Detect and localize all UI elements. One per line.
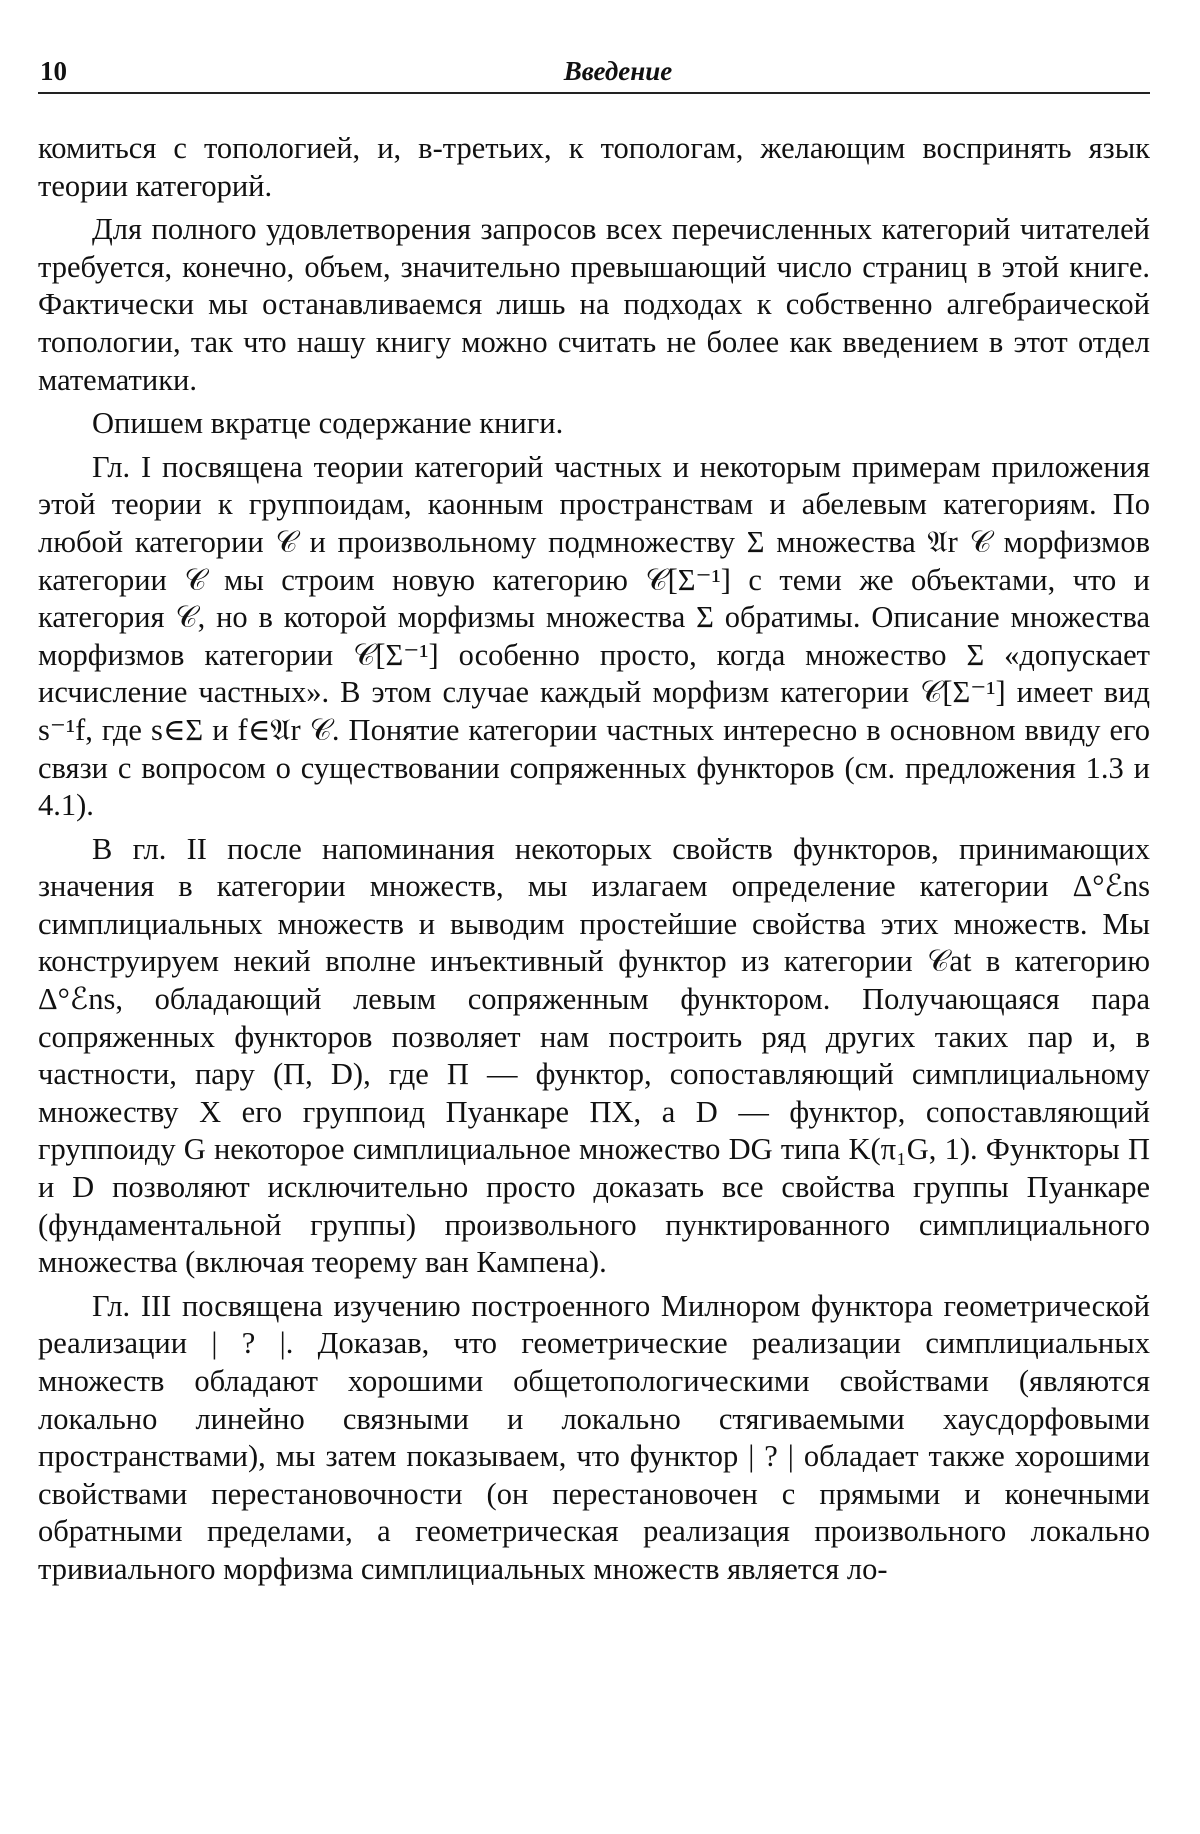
paragraph: Гл. III посвящена изучению построенного Милнором функтора геометрической реализации | ? |. Доказав, что геометрические реализации симплициальных множеств обладают хорошими общетопологическими свойствами (являются локально линейно связными и локально стягиваемыми хаусдорфовыми пространствами), мы затем показываем, что функтор | ? | обладает также хорошими свойствами перестановочности (он перестановочен с прямыми и конечными обратными пределами, а геометрическая реализация произвольного локально тривиального морфизма симплициальных множеств является ло- bbox=[38, 1288, 1150, 1586]
page-number: 10 bbox=[40, 56, 67, 86]
paragraph: В гл. II после напоминания некоторых свойств функторов, принимающих значения в категории множеств, мы излагаем определение категории Δ°ℰns симплициальных множеств и выводим простейшие свойства этих множеств. Мы конструируем некий вполне инъективный функтор из категории 𝒞at в категорию Δ°ℰns, обладающий левым сопряженным функтором. Получающаяся пара сопряженных функторов позволяет нам построить ряд других таких пар и, в частности, пару (Π, D), где Π — функтор, сопоставляющий симплициальному множеству X его группоид Пуанкаре ΠX, а D — функтор, сопоставляющий группоиду G некоторое симплициальное множество DG типа K(π₁G, 1). Функторы Π и D позволяют исключительно просто доказать все свойства группы Пуанкаре (фундаментальной группы) произвольного пунктированного симплициального множества (включая теорему ван Кампена). bbox=[38, 831, 1150, 1280]
paragraph: Опишем вкратце содержание книги. bbox=[92, 406, 564, 441]
paragraph: Гл. I посвящена теории категорий частных и некоторым примерам приложения этой теории к группоидам, каонным пространствам и абелевым категориям. По любой категории 𝒞 и произвольному подмножеству Σ множества 𝔄r 𝒞 морфизмов категории 𝒞 мы строим новую категорию 𝒞[Σ⁻¹] с теми же объектами, что и категория 𝒞, но в которой морфизмы множества Σ обратимы. Описание множества морфизмов категории 𝒞[Σ⁻¹] особенно просто, когда множество Σ «допускает исчисление частных». В этом случае каждый морфизм категории 𝒞[Σ⁻¹] имеет вид s⁻¹f, где s∈Σ и f∈𝔄r 𝒞. Понятие категории частных интересно в основном ввиду его связи с вопросом о существовании сопряженных функторов (см. предложения 1.3 и 4.1). bbox=[38, 449, 1150, 823]
paragraph: комиться с топологией, и, в-третьих, к топологам, желающим воспринять язык теории категорий. bbox=[38, 131, 1150, 203]
paragraph: Для полного удовлетворения запросов всех перечисленных категорий читателей требуется, конечно, объем, значительно превышающий число страниц в этой книге. Фактически мы останавливаемся лишь на подходах к собственно алгебраической топологии, так что нашу книгу можно считать не более как введением в этот отдел математики. bbox=[38, 212, 1150, 397]
page-header bbox=[38, 52, 1150, 94]
running-title: Введение bbox=[563, 56, 673, 86]
body-text bbox=[38, 130, 1150, 1595]
